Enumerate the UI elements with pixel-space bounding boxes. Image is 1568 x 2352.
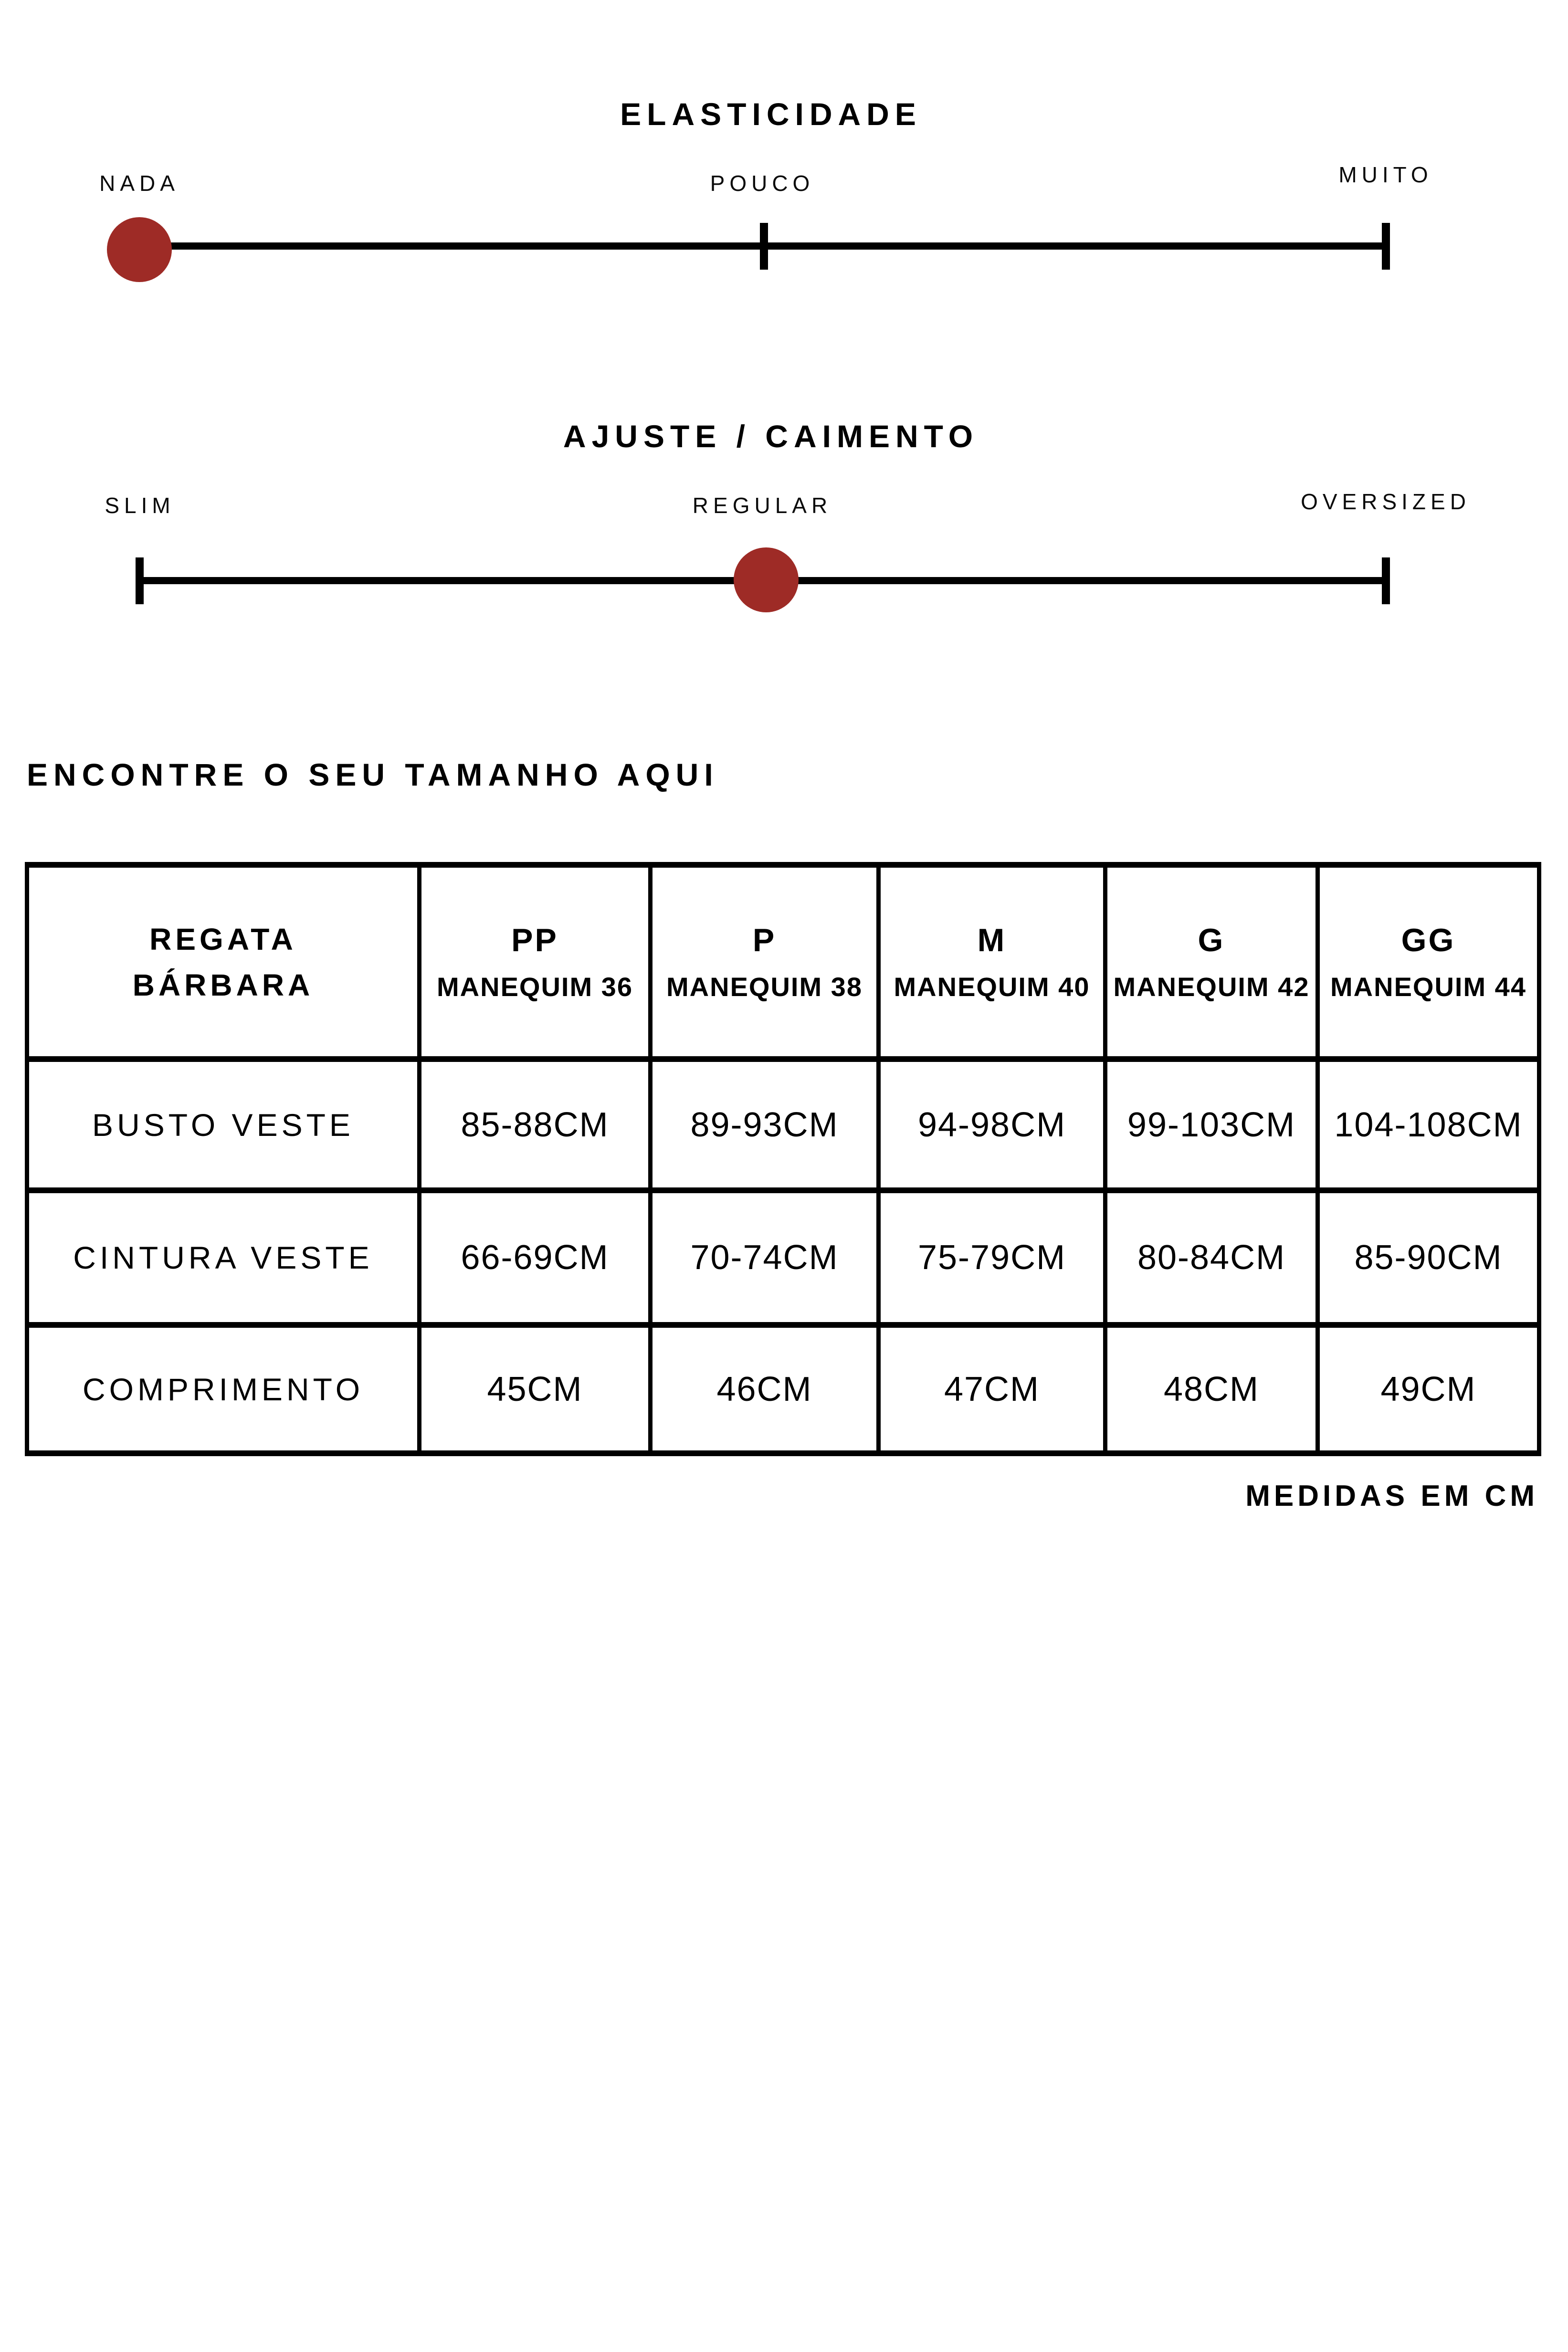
fit-label-slim: SLIM — [105, 493, 175, 518]
cell-value: 85-88CM — [461, 1105, 609, 1144]
cell-value: 47CM — [944, 1370, 1040, 1408]
table-cell — [1320, 1193, 1537, 1328]
elasticity-label-muito: MUITO — [1338, 162, 1433, 187]
fit-title: AJUSTE / CAIMENTO — [563, 419, 979, 454]
table-cell — [1107, 1328, 1320, 1450]
cell-value: 80-84CM — [1137, 1239, 1286, 1277]
size-label: GG — [1401, 922, 1456, 958]
table-cell — [652, 1062, 881, 1193]
table-cell — [1107, 1193, 1320, 1328]
cell-value: 94-98CM — [917, 1105, 1066, 1144]
cell-value: 48CM — [1163, 1370, 1260, 1408]
size-column-header-pp — [421, 868, 652, 1062]
mannequin-label: MANEQUIM 38 — [666, 971, 863, 1002]
fit-tick-oversized — [1382, 557, 1390, 604]
size-column-header-g — [1107, 868, 1320, 1062]
cell-value: 66-69CM — [461, 1239, 609, 1277]
table-cell — [1107, 1062, 1320, 1193]
mannequin-label: MANEQUIM 36 — [437, 971, 633, 1002]
table-cell — [652, 1328, 881, 1450]
table-cell — [421, 1062, 652, 1193]
measurements-note: MEDIDAS EM CM — [1245, 1480, 1538, 1512]
elasticity-tick-pouco — [760, 223, 768, 270]
find-size-heading: ENCONTRE O SEU TAMANHO AQUI — [27, 757, 719, 792]
table-cell — [1320, 1328, 1537, 1450]
table-cell — [1320, 1062, 1537, 1193]
row-label-cintura-veste — [29, 1193, 421, 1328]
table-cell — [881, 1062, 1107, 1193]
table-cell — [881, 1328, 1107, 1450]
table-cell — [421, 1193, 652, 1328]
product-name-line2: BÁRBARA — [132, 967, 314, 1002]
cell-value: 89-93CM — [690, 1105, 839, 1144]
cell-value: 46CM — [716, 1370, 812, 1408]
fit-label-oversized: OVERSIZED — [1301, 489, 1471, 514]
cell-value: 70-74CM — [690, 1239, 839, 1277]
table-cell — [652, 1193, 881, 1328]
mannequin-label: MANEQUIM 44 — [1330, 971, 1526, 1002]
row-label-busto-veste — [29, 1062, 421, 1193]
size-label: P — [752, 922, 777, 958]
fit-indicator-dot — [734, 547, 799, 612]
cell-value: 45CM — [487, 1370, 583, 1408]
elasticity-label-pouco: POUCO — [710, 171, 815, 196]
size-column-header-m — [881, 868, 1107, 1062]
row-label-text: COMPRIMENTO — [82, 1371, 364, 1407]
size-label: G — [1198, 922, 1225, 958]
cell-value: 104-108CM — [1334, 1105, 1523, 1144]
mannequin-label: MANEQUIM 40 — [894, 971, 1090, 1002]
fit-label-regular: REGULAR — [692, 493, 832, 518]
cell-value: 75-79CM — [917, 1239, 1066, 1277]
size-table — [25, 862, 1541, 1456]
row-label-text: CINTURA VESTE — [73, 1240, 373, 1275]
elasticity-indicator-dot — [107, 217, 172, 282]
size-label: M — [977, 922, 1007, 958]
size-label: PP — [511, 922, 558, 958]
row-label-text: BUSTO VESTE — [92, 1107, 354, 1143]
cell-value: 99-103CM — [1127, 1105, 1296, 1144]
product-name-cell — [29, 868, 421, 1062]
size-column-header-p — [652, 868, 881, 1062]
product-name-line1: REGATA — [149, 922, 297, 956]
cell-value: 85-90CM — [1354, 1239, 1503, 1277]
elasticity-tick-muito — [1382, 223, 1390, 270]
table-cell — [421, 1328, 652, 1450]
row-label-comprimento — [29, 1328, 421, 1450]
cell-value: 49CM — [1380, 1370, 1476, 1408]
elasticity-title: ELASTICIDADE — [620, 96, 922, 132]
elasticity-label-nada: NADA — [99, 171, 179, 196]
size-column-header-gg — [1320, 868, 1537, 1062]
fit-tick-slim — [136, 557, 144, 604]
mannequin-label: MANEQUIM 42 — [1113, 971, 1310, 1002]
table-cell — [881, 1193, 1107, 1328]
